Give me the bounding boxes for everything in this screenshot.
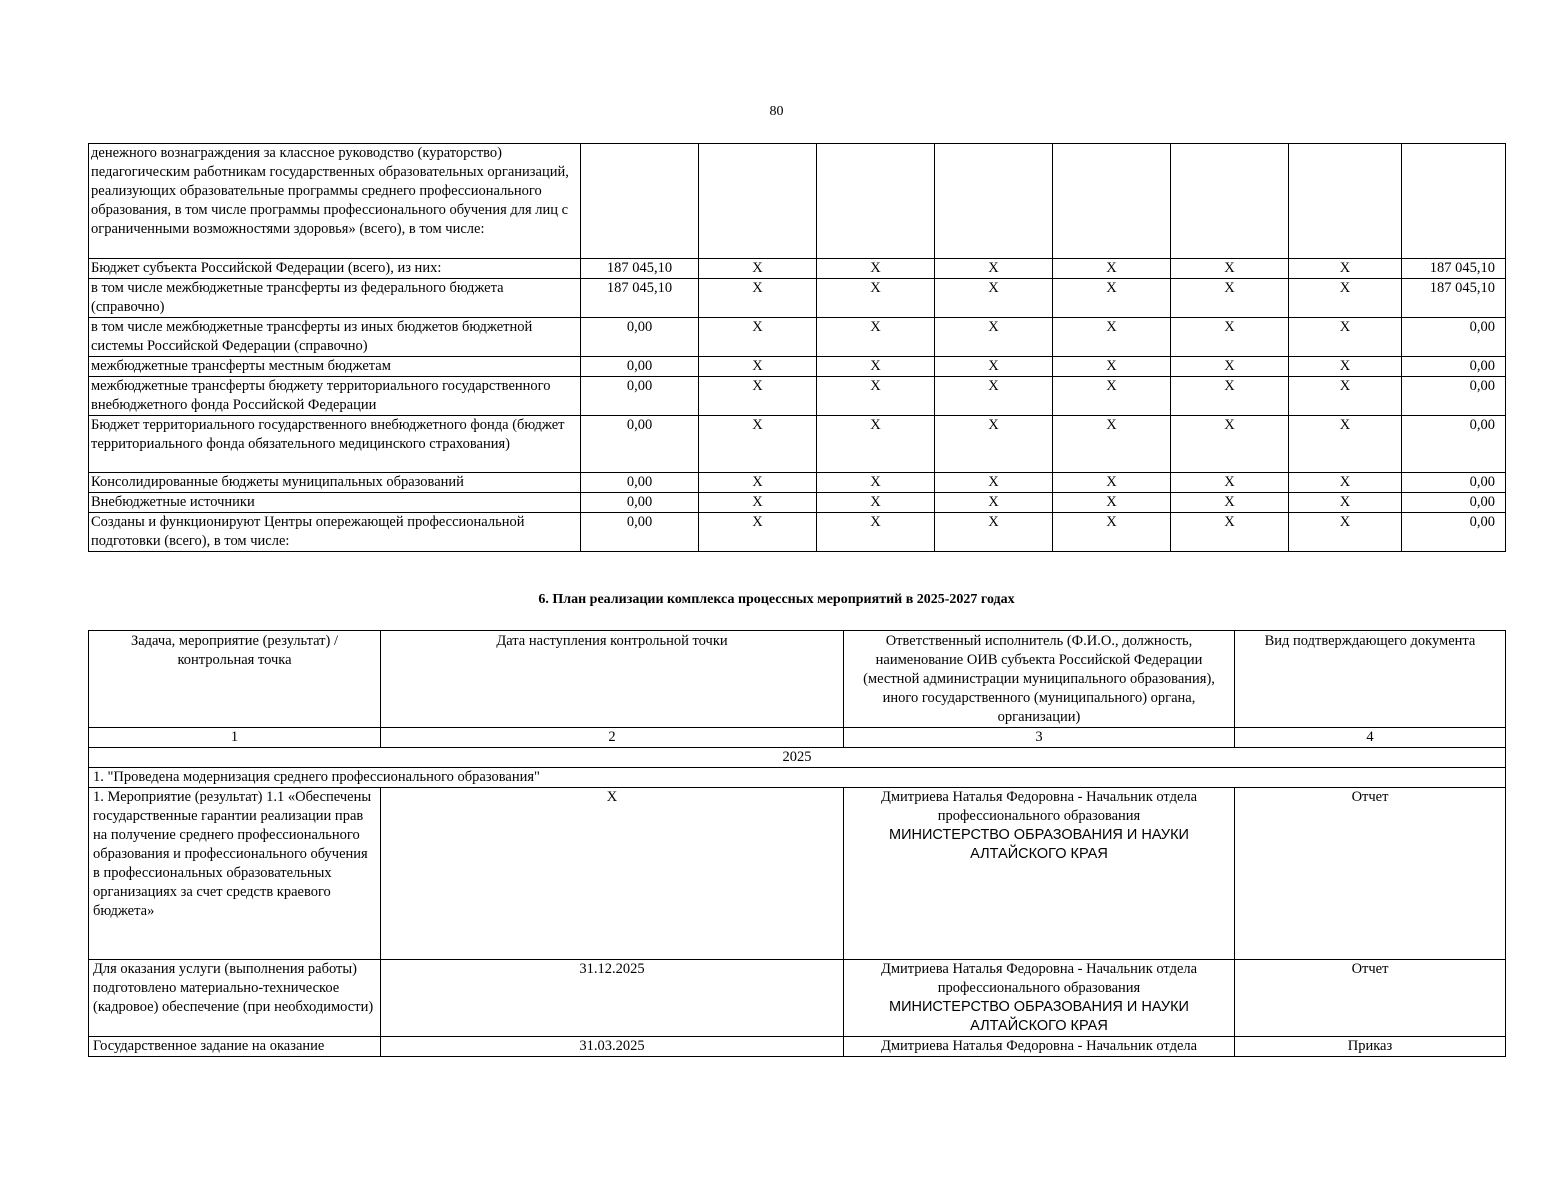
plan-row-date: 31.12.2025 [381, 960, 844, 1037]
budget-row [89, 513, 1506, 552]
budget-row-label: межбюджетные трансферты бюджету территориального государственного внебюджетного фонда Российской Федерации [89, 377, 581, 416]
budget-row-value-7: X [1289, 318, 1402, 357]
budget-row-value-8: 187 045,10 [1402, 279, 1506, 318]
year-row [89, 748, 1506, 768]
budget-row-value-2: X [699, 259, 817, 279]
budget-row-value-2: X [699, 513, 817, 552]
plan-row-responsible [844, 1037, 1235, 1057]
col-number-3: 3 [844, 728, 1235, 748]
budget-row-value-6: X [1171, 513, 1289, 552]
budget-row-value-4: X [935, 513, 1053, 552]
budget-row-value-8: 0,00 [1402, 513, 1506, 552]
budget-row-value-5: X [1053, 259, 1171, 279]
budget-row-value-2: X [699, 357, 817, 377]
budget-row [89, 357, 1506, 377]
budget-row-label: в том числе межбюджетные трансферты из иных бюджетов бюджетной системы Российской Федерации (справочно) [89, 318, 581, 357]
header-task: Задача, мероприятие (результат) / контрольная точка [89, 631, 381, 728]
budget-row-value-7: X [1289, 377, 1402, 416]
plan-row-task: Государственное задание на оказание [89, 1037, 381, 1057]
budget-row-value-3: X [817, 318, 935, 357]
header-document: Вид подтверждающего документа [1235, 631, 1506, 728]
budget-row-value-4: X [935, 493, 1053, 513]
budget-row-value-6: X [1171, 318, 1289, 357]
budget-row-value-5: X [1053, 357, 1171, 377]
header-responsible: Ответственный исполнитель (Ф.И.О., должность, наименование ОИВ субъекта Российской Федерации (местной администрации муниципального образования), иного государственного (муниципального) органа, организации) [844, 631, 1235, 728]
budget-row [89, 493, 1506, 513]
budget-row-value-6: X [1171, 279, 1289, 318]
budget-row [89, 318, 1506, 357]
budget-row-value-1: 0,00 [581, 416, 699, 473]
budget-row-value-6: X [1171, 493, 1289, 513]
col-number-2: 2 [381, 728, 844, 748]
section-heading: 6. План реализации комплекса процессных мероприятий в 2025-2027 годах [538, 592, 1015, 607]
plan-row-document: Отчет [1235, 960, 1506, 1037]
budget-row-value-4: X [935, 357, 1053, 377]
responsible-person: Дмитриева Наталья Федоровна - Начальник отдела профессионального образования [880, 789, 1198, 824]
budget-row-value-8: 0,00 [1402, 357, 1506, 377]
budget-row-value-8: 0,00 [1402, 416, 1506, 473]
budget-row-label: Внебюджетные источники [89, 493, 581, 513]
budget-row-value-3: X [817, 493, 935, 513]
budget-row-label: Консолидированные бюджеты муниципальных образований [89, 473, 581, 493]
col-number-4: 4 [1235, 728, 1506, 748]
budget-row-value-4: X [935, 318, 1053, 357]
budget-row-value-4 [935, 144, 1053, 259]
budget-row-value-6: X [1171, 473, 1289, 493]
budget-row-value-3 [817, 144, 935, 259]
budget-row-value-2: X [699, 493, 817, 513]
budget-row-value-8: 0,00 [1402, 493, 1506, 513]
budget-row-value-5: X [1053, 493, 1171, 513]
budget-row-value-5: X [1053, 279, 1171, 318]
responsible-person: Дмитриева Наталья Федоровна - Начальник отдела профессионального образования [880, 961, 1198, 996]
budget-row-value-4: X [935, 377, 1053, 416]
budget-row-label: Созданы и функционируют Центры опережающей профессиональной подготовки (всего), в том числе: [89, 513, 581, 552]
budget-row-value-7 [1289, 144, 1402, 259]
budget-row-value-3: X [817, 416, 935, 473]
budget-row [89, 144, 1506, 259]
budget-row-value-1: 0,00 [581, 377, 699, 416]
budget-row-value-7: X [1289, 473, 1402, 493]
task-cell: 1. "Проведена модернизация среднего профессионального образования" [89, 768, 1506, 788]
budget-row-value-6: X [1171, 259, 1289, 279]
budget-row-value-5 [1053, 144, 1171, 259]
budget-row [89, 377, 1506, 416]
budget-row-value-6: X [1171, 416, 1289, 473]
col-number-1: 1 [89, 728, 381, 748]
budget-row-value-1: 0,00 [581, 357, 699, 377]
budget-row-value-2 [699, 144, 817, 259]
budget-row-value-6 [1171, 144, 1289, 259]
budget-row-value-4: X [935, 279, 1053, 318]
budget-row-value-1: 0,00 [581, 493, 699, 513]
responsible-org: МИНИСТЕРСТВО ОБРАЗОВАНИЯ И НАУКИ АЛТАЙСКОГО КРАЯ [889, 999, 1189, 1034]
budget-row-value-5: X [1053, 473, 1171, 493]
budget-row-value-5: X [1053, 513, 1171, 552]
budget-row-value-5: X [1053, 318, 1171, 357]
budget-row-value-3: X [817, 377, 935, 416]
page-number: 80 [769, 104, 784, 119]
plan-row-date: X [381, 788, 844, 960]
budget-row-value-2: X [699, 416, 817, 473]
budget-row-value-1: 0,00 [581, 513, 699, 552]
plan-row [89, 960, 1506, 1037]
plan-row-task: 1. Мероприятие (результат) 1.1 «Обеспечены государственные гарантии реализации прав на получение среднего профессионального образования и профессионального обучения в профессиональных образовательных организациях за счет средств краевого бюджета» [89, 788, 381, 960]
budget-row-value-7: X [1289, 279, 1402, 318]
budget-row [89, 259, 1506, 279]
budget-row-value-3: X [817, 513, 935, 552]
budget-row-value-4: X [935, 416, 1053, 473]
responsible-org: МИНИСТЕРСТВО ОБРАЗОВАНИЯ И НАУКИ АЛТАЙСКОГО КРАЯ [889, 827, 1189, 862]
budget-row [89, 416, 1506, 473]
budget-row-value-3: X [817, 259, 935, 279]
budget-row-value-6: X [1171, 377, 1289, 416]
budget-row-value-1 [581, 144, 699, 259]
budget-row-value-8: 187 045,10 [1402, 259, 1506, 279]
budget-row [89, 473, 1506, 493]
plan-table [88, 630, 1506, 1057]
budget-row-value-5: X [1053, 377, 1171, 416]
task-row [89, 768, 1506, 788]
budget-row-value-1: 187 045,10 [581, 259, 699, 279]
plan-row-document: Отчет [1235, 788, 1506, 960]
budget-row-value-7: X [1289, 493, 1402, 513]
plan-row [89, 788, 1506, 960]
budget-row-value-6: X [1171, 357, 1289, 377]
plan-row-document: Приказ [1235, 1037, 1506, 1057]
responsible-person: Дмитриева Наталья Федоровна - Начальник отдела [880, 1038, 1198, 1054]
budget-row-value-3: X [817, 473, 935, 493]
budget-row-value-5: X [1053, 416, 1171, 473]
budget-row-value-3: X [817, 357, 935, 377]
year-cell: 2025 [89, 748, 1506, 768]
budget-row-value-4: X [935, 259, 1053, 279]
budget-row-label: в том числе межбюджетные трансферты из федерального бюджета (справочно) [89, 279, 581, 318]
budget-row-value-3: X [817, 279, 935, 318]
budget-table [88, 143, 1506, 552]
plan-row-task: Для оказания услуги (выполнения работы) подготовлено материально-техническое (кадровое) обеспечение (при необходимости) [89, 960, 381, 1037]
budget-row-value-2: X [699, 279, 817, 318]
budget-row-value-2: X [699, 318, 817, 357]
plan-number-row [89, 728, 1506, 748]
budget-row-value-8: 0,00 [1402, 318, 1506, 357]
budget-row-value-1: 187 045,10 [581, 279, 699, 318]
budget-row-label: Бюджет субъекта Российской Федерации (всего), из них: [89, 259, 581, 279]
budget-row-value-2: X [699, 377, 817, 416]
budget-row-value-7: X [1289, 416, 1402, 473]
header-date: Дата наступления контрольной точки [381, 631, 844, 728]
budget-row-value-8: 0,00 [1402, 473, 1506, 493]
budget-row [89, 279, 1506, 318]
budget-row-label: денежного вознаграждения за классное руководство (кураторство) педагогическим работникам государственных образовательных организаций, реализующих образовательные программы среднего профессионального образования, в том числе программы профессионального обучения для лиц с ограниченными возможностями здоровья» (всего), в том числе: [89, 144, 581, 259]
plan-row-responsible [844, 788, 1235, 960]
plan-row-responsible [844, 960, 1235, 1037]
budget-row-value-8 [1402, 144, 1506, 259]
budget-row-value-2: X [699, 473, 817, 493]
budget-row-value-4: X [935, 473, 1053, 493]
budget-row-value-7: X [1289, 259, 1402, 279]
budget-row-value-1: 0,00 [581, 473, 699, 493]
budget-row-value-8: 0,00 [1402, 377, 1506, 416]
budget-row-value-1: 0,00 [581, 318, 699, 357]
plan-header-row [89, 631, 1506, 728]
budget-row-label: межбюджетные трансферты местным бюджетам [89, 357, 581, 377]
budget-row-label: Бюджет территориального государственного внебюджетного фонда (бюджет территориального фонда обязательного медицинского страхования) [89, 416, 581, 473]
plan-row-date: 31.03.2025 [381, 1037, 844, 1057]
plan-row [89, 1037, 1506, 1057]
budget-row-value-7: X [1289, 357, 1402, 377]
budget-row-value-7: X [1289, 513, 1402, 552]
